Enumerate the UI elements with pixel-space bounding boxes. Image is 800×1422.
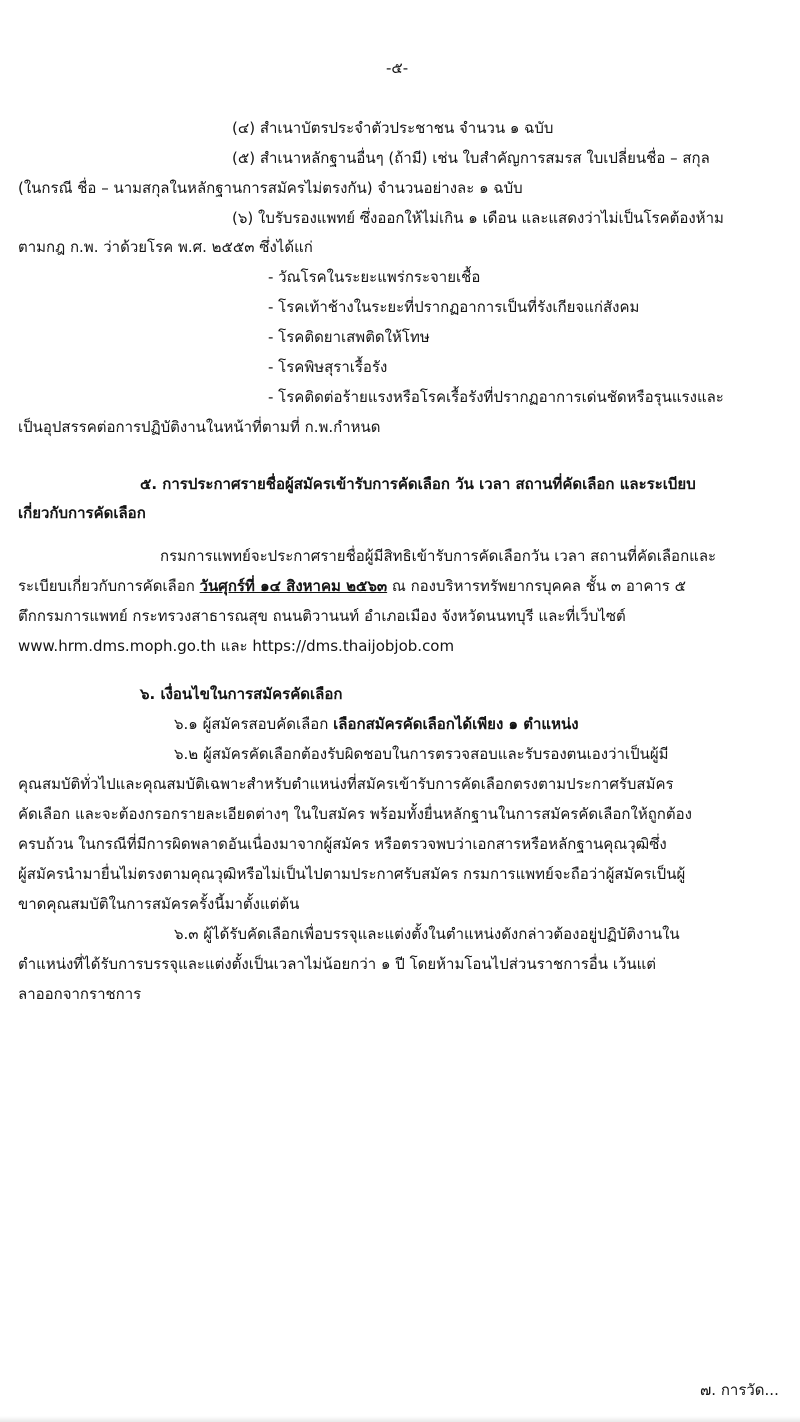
- condition-6-3-line3: ลาออกจากราชการ: [18, 985, 142, 1003]
- condition-6-2-line2: คุณสมบัติทั่วไปและคุณสมบัติเฉพาะสำหรับตำแหน่งที่สมัครเข้ารับการคัดเลือกตรงตามประกาศรับสมัคร: [18, 775, 674, 793]
- disease-item-4: - โรคพิษสุราเรื้อรัง: [268, 358, 388, 376]
- condition-6-2-line6: ขาดคุณสมบัติในการสมัครครั้งนี้มาตั้งแต่ต้น: [18, 895, 300, 913]
- continuation-marker: ๗. การวัด...: [700, 1381, 779, 1399]
- disease-item-5-line1: - โรคติดต่อร้ายแรงหรือโรคเรื้อรังที่ปรากฏอาการเด่นชัดหรือรุนแรงและ: [268, 388, 724, 406]
- page-number: -๕-: [386, 59, 409, 77]
- condition-6-3-line1: ๖.๓ ผู้ได้รับคัดเลือกเพื่อบรรจุและแต่งตั้งในตำแหน่งดังกล่าวต้องอยู่ปฏิบัติงานใน: [174, 925, 680, 943]
- condition-6-1-pre: ๖.๑ ผู้สมัครสอบคัดเลือก: [174, 715, 329, 733]
- section5-para-line2-pre: ระเบียบเกี่ยวกับการคัดเลือก: [18, 577, 195, 595]
- section5-para-line4: www.hrm.dms.moph.go.th และ https://dms.thaijobjob.com: [18, 637, 455, 655]
- section5-heading-line2: เกี่ยวกับการคัดเลือก: [18, 504, 146, 522]
- condition-6-2-line1: ๖.๒ ผู้สมัครคัดเลือกต้องรับผิดชอบในการตรวจสอบและรับรองตนเองว่าเป็นผู้มี: [174, 745, 669, 763]
- disease-item-3: - โรคติดยาเสพติดให้โทษ: [268, 328, 430, 346]
- doc-item-5-line1: (๕) สำเนาหลักฐานอื่นๆ (ถ้ามี) เช่น ใบสำคัญการสมรส ใบเปลี่ยนชื่อ – สกุล: [232, 149, 710, 167]
- doc-item-6-line1: (๖) ใบรับรองแพทย์ ซึ่งออกให้ไม่เกิน ๑ เดือน และแสดงว่าไม่เป็นโรคต้องห้าม: [232, 209, 724, 227]
- doc-item-6-line2: ตามกฎ ก.พ. ว่าด้วยโรค พ.ศ. ๒๕๕๓ ซึ่งได้แก่: [18, 238, 313, 256]
- section6-heading: ๖. เงื่อนไขในการสมัครคัดเลือก: [140, 685, 343, 703]
- section5-heading-line1: ๕. การประกาศรายชื่อผู้สมัครเข้ารับการคัดเลือก วัน เวลา สถานที่คัดเลือก และระเบียบ: [140, 475, 696, 493]
- condition-6-3-line2: ตำแหน่งที่ได้รับการบรรจุและแต่งตั้งเป็นเวลาไม่น้อยกว่า ๑ ปี โดยห้ามโอนไปส่วนราชการอื่น เว้นแต่: [18, 955, 657, 973]
- disease-item-1: - วัณโรคในระยะแพร่กระจายเชื้อ: [268, 268, 481, 286]
- condition-6-2-line3: คัดเลือก และจะต้องกรอกรายละเอียดต่างๆ ในใบสมัคร พร้อมทั้งยื่นหลักฐานในการสมัครคัดเลือกให้ถูกต้อง: [18, 805, 692, 823]
- disease-item-5-line2: เป็นอุปสรรคต่อการปฏิบัติงานในหน้าที่ตามที่ ก.พ.กำหนด: [18, 418, 381, 436]
- section5-para-line1: กรมการแพทย์จะประกาศรายชื่อผู้มีสิทธิเข้ารับการคัดเลือกวัน เวลา สถานที่คัดเลือกและ: [160, 547, 717, 565]
- doc-item-5-line2: (ในกรณี ชื่อ – นามสกุลในหลักฐานการสมัครไม่ตรงกัน) จำนวนอย่างละ ๑ ฉบับ: [18, 179, 523, 197]
- scan-bottom-edge: [0, 1416, 800, 1422]
- section5-para-line2: [18, 576, 686, 596]
- condition-6-2-line4: ครบถ้วน ในกรณีที่มีการผิดพลาดอันเนื่องมาจากผู้สมัคร หรือตรวจพบว่าเอกสารหรือหลักฐานคุณวุฒิซึ่ง: [18, 835, 667, 853]
- selection-date: วันศุกร์ที่ ๑๔ สิงหาคม ๒๕๖๓: [199, 577, 388, 595]
- condition-6-2-line5: ผู้สมัครนำมายื่นไม่ตรงตามคุณวุฒิหรือไม่เป็นไปตามประกาศรับสมัคร กรมการแพทย์จะถือว่าผู้สมัครเป็นผู้: [18, 865, 686, 883]
- section5-para-line2-post: ณ กองบริหารทรัพยากรบุคคล ชั้น ๓ อาคาร ๕: [391, 577, 686, 595]
- doc-item-4: (๔) สำเนาบัตรประจำตัวประชาชน จำนวน ๑ ฉบับ: [232, 119, 554, 137]
- section5-para-line3: ตึกกรมการแพทย์ กระทรวงสาธารณสุข ถนนติวานนท์ อำเภอเมือง จังหวัดนนทบุรี และที่เว็บไซต์: [18, 607, 626, 625]
- disease-item-2: - โรคเท้าช้างในระยะที่ปรากฏอาการเป็นที่รังเกียจแก่สังคม: [268, 298, 640, 316]
- condition-6-1: [174, 714, 579, 734]
- condition-6-1-emphasis: เลือกสมัครคัดเลือกได้เพียง ๑ ตำแหน่ง: [333, 715, 579, 733]
